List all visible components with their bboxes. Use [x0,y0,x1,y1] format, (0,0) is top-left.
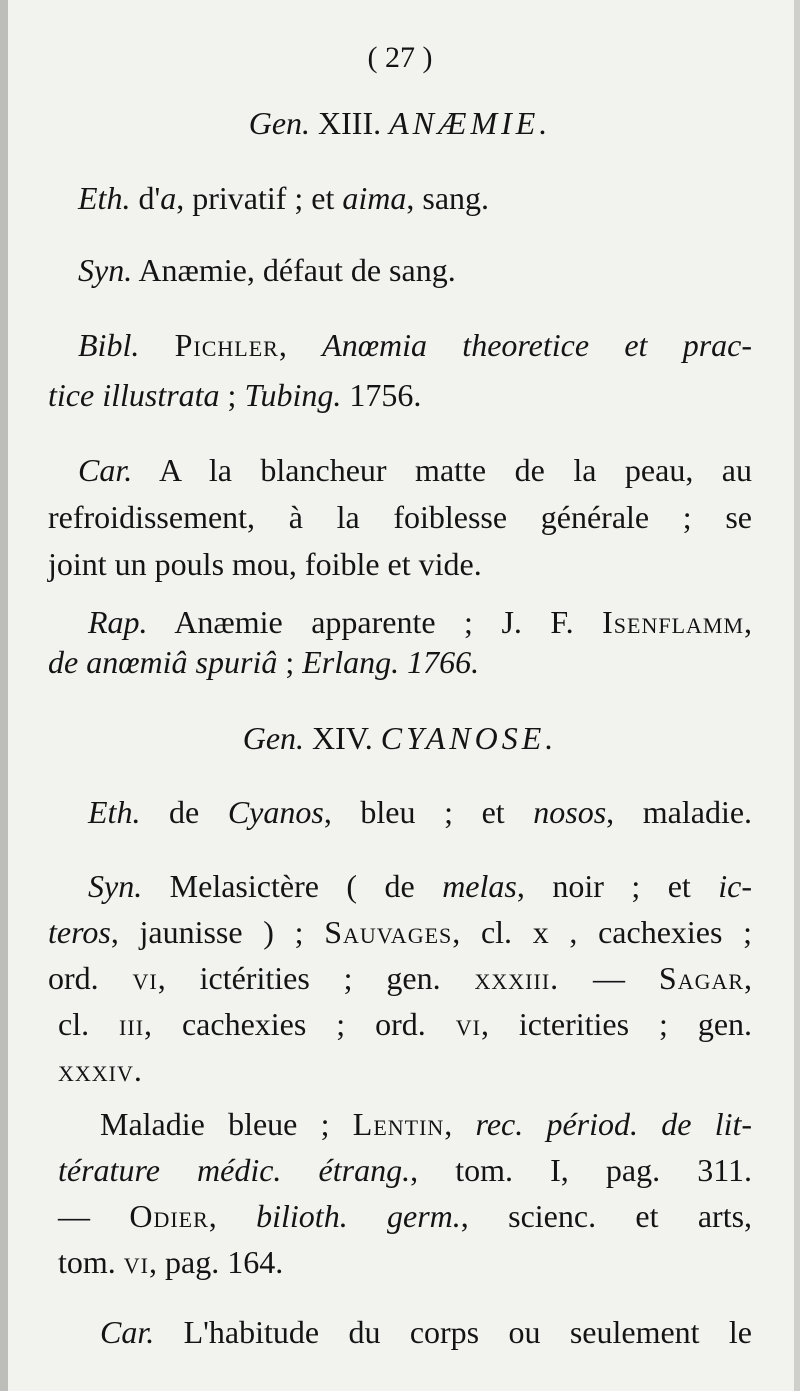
eth-text: , bleu ; et [323,794,505,830]
syn-text: , icterities ; gen. [480,1006,753,1042]
ref-author: Odier [129,1198,209,1234]
genus-14-reference-line-3 [58,1196,752,1236]
syn-numeral: iii [119,1006,145,1042]
car-text: A la blancheur matte de la peau, au [158,452,753,488]
syn-text: Anæmie, défaut de sang. [138,252,456,288]
car-label: Car. [78,452,133,488]
syn-term: melas [442,868,517,904]
genus-13-characters-line-2: refroidissement, à la foiblesse générale ; se [48,499,752,535]
bibl-title: Anœmia theoretice et prac- [322,327,753,363]
genus-13-heading [0,103,800,143]
page-edge-right [794,0,800,1391]
page-number: ( 27 ) [367,41,433,74]
heading-name: CYANOSE. [380,720,558,756]
eth-term: aima [342,180,407,216]
genus-14-synonym-line-2 [48,912,752,952]
genus-13-characters-line-3: joint un pouls mou, foible et vide. [48,546,482,582]
rap-text: Anæmie apparente ; J. F. [174,604,574,640]
heading-name: ANÆMIE. [389,105,552,141]
syn-numeral: vi [132,960,158,996]
syn-text: , cachexies ; ord. [144,1006,426,1042]
syn-numeral: xxxiii. [474,960,560,996]
syn-author: Sauvages [324,914,453,950]
bibl-label: Bibl. [78,327,140,363]
genus-14-synonym-line-3 [48,958,752,998]
genus-13-bibliography-line-2 [48,375,421,415]
punctuation: , [208,1198,217,1234]
genus-13-rapport-line-2 [48,642,479,682]
punctuation: , [444,1106,453,1142]
syn-text: , ictérities ; gen. [157,960,441,996]
genus-14-heading [0,718,800,758]
punctuation: , [278,327,287,363]
genus-13-bibliography-line-1 [78,325,752,365]
syn-text: , jaunisse ) ; [110,914,304,950]
ref-title: rec. périod. de lit- [475,1106,753,1142]
eth-text: , privatif ; et [176,180,335,216]
eth-term: Cyanos [227,794,324,830]
eth-text: , maladie. [606,794,753,830]
genus-14-characters-line-1 [100,1312,752,1352]
dash: — [593,960,626,996]
eth-label: Eth. [88,794,141,830]
rap-label: Rap. [88,604,148,640]
ref-numeral: vi [123,1244,149,1280]
syn-text: ord. [48,960,99,996]
heading-number: XIV. [312,720,373,756]
bibl-author: Pichler [174,327,279,363]
syn-label: Syn. [88,868,143,904]
ref-text: , scienc. et arts, [460,1198,753,1234]
genus-13-synonym [78,250,456,290]
syn-text: cl. [58,1006,90,1042]
ref-title: bilioth. germ. [256,1198,461,1234]
dash: — [58,1198,90,1234]
ref-author: Lentin [352,1106,445,1142]
bibl-place: Tubing. [244,377,342,413]
rap-place: Erlang. [302,644,400,680]
bibl-year: 1756. [349,377,422,413]
syn-author: Sagar [658,960,745,996]
punctuation: , [744,960,753,996]
rap-title: de anœmiâ spuriâ [48,644,278,680]
rap-author: Isenflamm [602,604,745,640]
genus-14-reference-line-1 [100,1104,752,1144]
car-text: L'habitude du corps ou seulement le [183,1314,753,1350]
eth-term: nosos [533,794,607,830]
rap-year: 1766. [407,644,480,680]
genus-14-synonym-line-4 [58,1004,752,1044]
ref-title: térature médic. étrang. [58,1152,411,1188]
eth-text: de [169,794,200,830]
car-label: Car. [100,1314,155,1350]
ref-text: , tom. I, pag. 311. [410,1152,753,1188]
genus-13-rapport-line-1 [88,602,752,642]
syn-text: , noir ; et [516,868,691,904]
genus-14-reference-line-4 [58,1242,283,1282]
genus-13-characters-line-1 [78,450,752,490]
ref-text: Maladie bleue ; [100,1106,330,1142]
heading-number: XIII. [318,105,382,141]
genus-14-reference-line-2 [58,1150,752,1190]
bibl-title: tice illustrata [48,377,220,413]
syn-text: Melasictère ( de [169,868,415,904]
eth-text: d' [138,180,161,216]
genus-14-synonym-line-1 [88,866,752,906]
punctuation: , [744,604,753,640]
syn-term: ic- [718,868,752,904]
punctuation: ; [285,644,295,680]
genus-14-etymology [88,792,752,832]
punctuation: ; [227,377,237,413]
syn-label: Syn. [78,252,133,288]
ref-text: , pag. 164. [149,1244,284,1280]
genus-13-etymology [78,178,489,218]
heading-label: Gen. [248,105,311,141]
heading-label: Gen. [242,720,305,756]
syn-numeral: vi [455,1006,481,1042]
syn-text: , cl. x , cachexies ; [452,914,753,950]
syn-term: teros [48,914,111,950]
eth-text: , sang. [406,180,490,216]
eth-term: a [160,180,177,216]
eth-label: Eth. [78,180,131,216]
ref-text: tom. [58,1244,116,1280]
genus-14-synonym-line-5: xxxiv. [58,1052,143,1088]
page-edge-left [0,0,8,1391]
